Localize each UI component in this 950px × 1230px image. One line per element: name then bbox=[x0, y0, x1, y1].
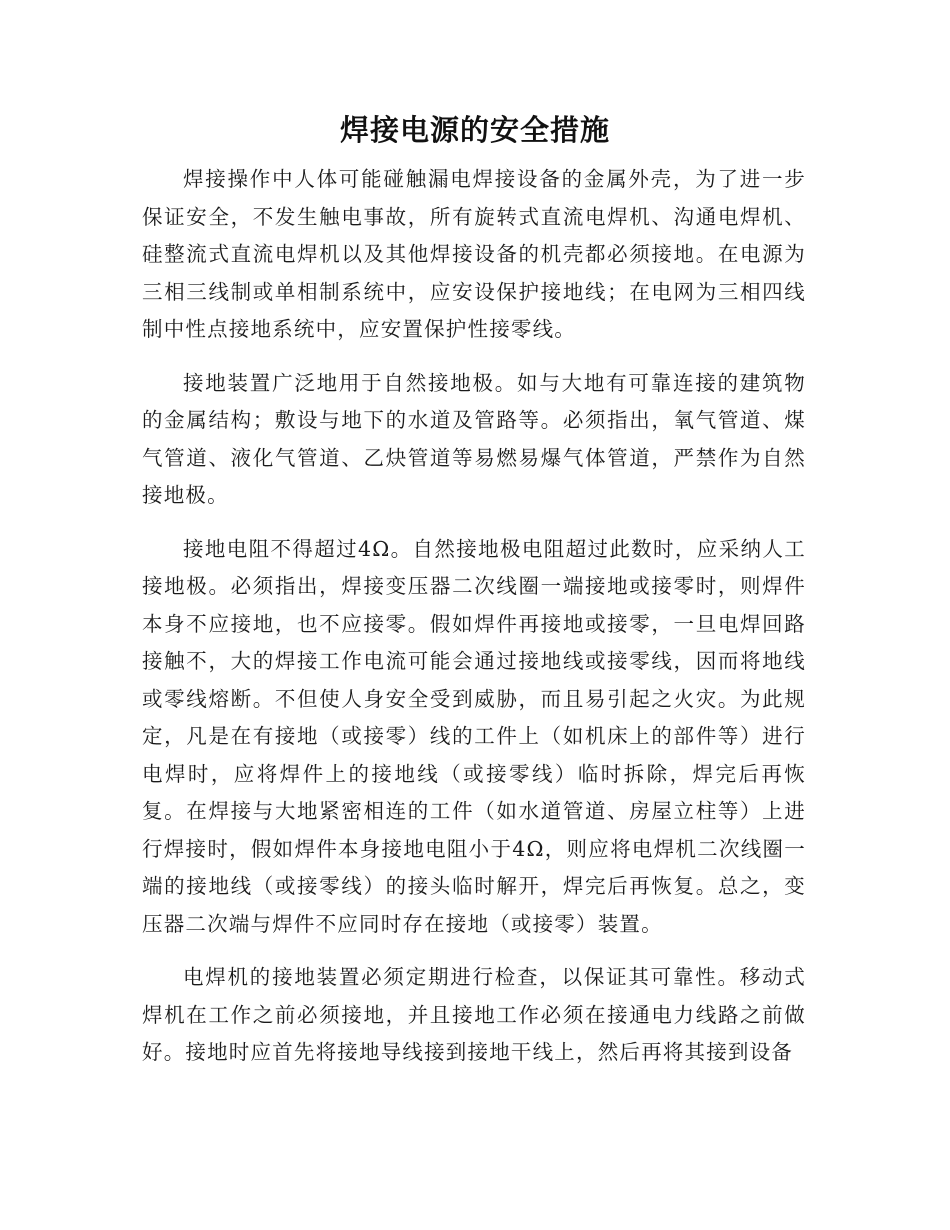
paragraph-resistance-limit: 接地电阻不得超过4Ω。自然接地极电阻超过此数时，应采纳人工接地极。必须指出，焊接变压器二次线圈一端接地或接零时，则焊件本身不应接地，也不应接零。假如焊件再接地或接零，一旦电焊回路接触不，大的焊接工作电流可能会通过接地线或接零线，因而将地线或零线熔断。不但使人身安全受到威胁，而且易引起之火灾。为此规定，凡是在有接地（或接零）线的工件上（如机床上的部件等）进行电焊时，应将焊件上的接地线（或接零线）临时拆除，焊完后再恢复。在焊接与大地紧密相连的工件（如水道管道、房屋立柱等）上进行焊接时，假如焊件本身接地电阻小于4Ω，则应将电焊机二次线圈一端的接地线（或接零线）的接头临时解开，焊完后再恢复。总之，变压器二次端与焊件不应同时存在接地（或接零）装置。 bbox=[142, 536, 806, 936]
paragraph-grounding-requirement: 焊接操作中人体可能碰触漏电焊接设备的金属外壳，为了进一步保证安全，不发生触电事故，所有旋转式直流电焊机、沟通电焊机、硅整流式直流电焊机以及其他焊接设备的机壳都必须接地。在电源为三相三线制或单相制系统中，应安设保护接地线；在电网为三相四线制中性点接地系统中，应安置保护性接零线。 bbox=[142, 167, 806, 341]
paragraph-periodic-inspection: 电焊机的接地装置必须定期进行检查，以保证其可靠性。移动式焊机在工作之前必须接地，并且接地工作必须在接通电力线路之前做好。接地时应首先将接地导线接到接地干线上，然后再将其接到设备 bbox=[142, 965, 806, 1064]
document-body bbox=[142, 161, 806, 1088]
paragraph-natural-electrode: 接地装置广泛地用于自然接地极。如与大地有可靠连接的建筑物的金属结构；敷设与地下的水道及管路等。必须指出，氧气管道、煤气管道、液化气管道、乙炔管道等易燃易爆气体管道，严禁作为自然接地极。 bbox=[142, 370, 806, 507]
document-title: 焊接电源的安全措施 bbox=[339, 113, 610, 147]
